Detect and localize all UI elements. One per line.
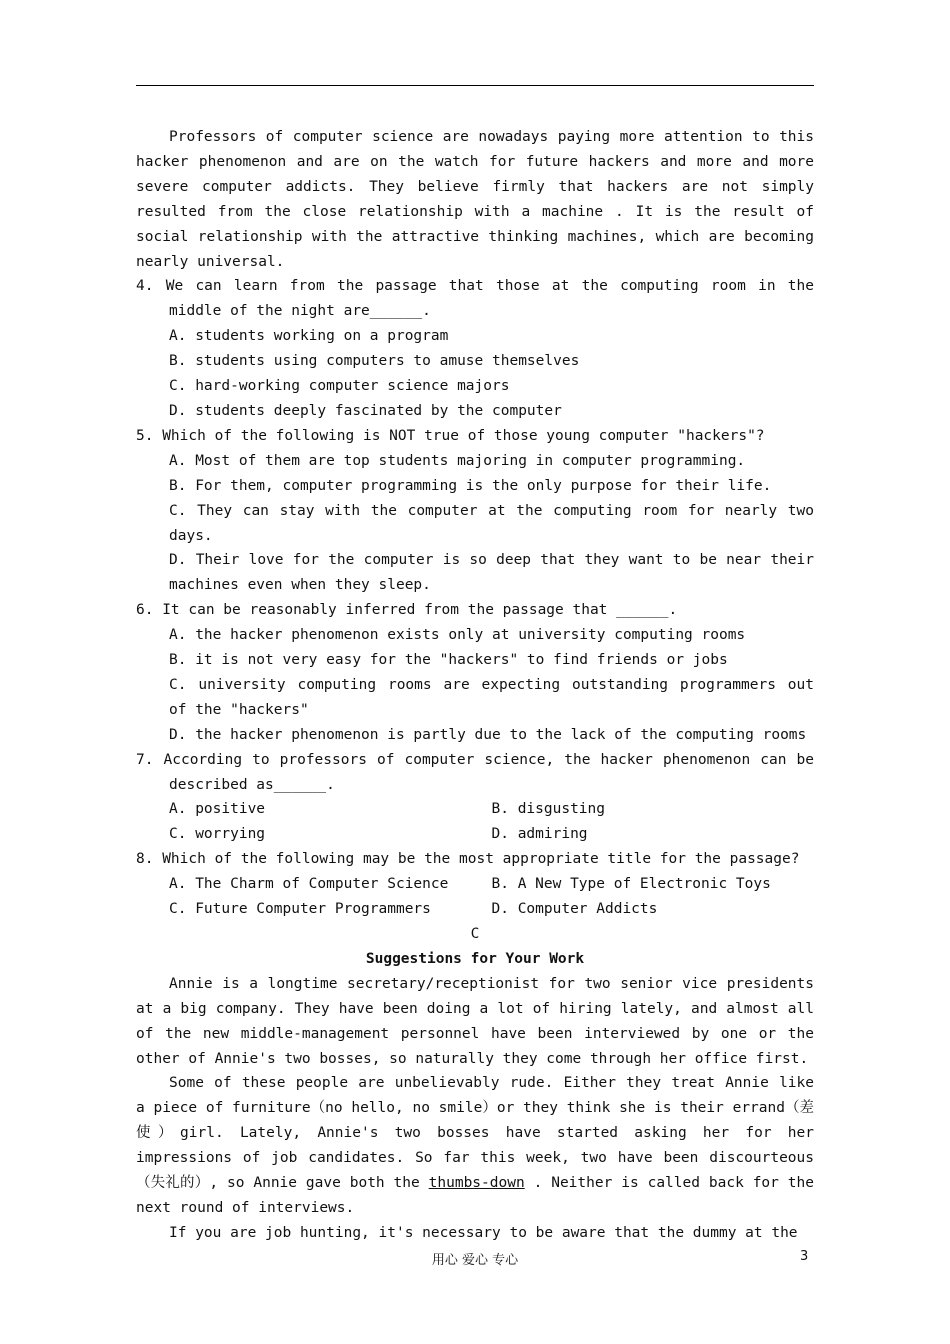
option-c: C. Future Computer Programmers bbox=[169, 901, 431, 918]
question-4 bbox=[136, 274, 814, 423]
question-6 bbox=[136, 598, 814, 747]
question-5 bbox=[136, 424, 814, 598]
option-a: A. Most of them are top students majoring in computer programming. bbox=[169, 452, 746, 469]
option-row bbox=[136, 872, 814, 897]
section-paragraph-1: Annie is a longtime secretary/receptionist for two senior vice presidents at a big company. They have been doing a lot of hiring lately, and almost all of the new middle-management personnel have been interviewed by one or the other of Annie's two bosses, so naturally they come through her office first. bbox=[136, 975, 814, 1067]
paragraph-text: Some of these people are unbelievably rude. Either they treat Annie like a piece of furniture（no hello, no smile）or they think she is their errand（差使）girl. Lately, Annie's two bosses have started asking her for her impressions of job candidates. So far this week, two have been discourteous（失礼的）, so Annie gave both the bbox=[136, 1075, 814, 1192]
option-b: B. it is not very easy for the "hackers" to find friends or jobs bbox=[169, 652, 728, 669]
section-paragraph-2 bbox=[136, 1071, 814, 1220]
option-c: C. hard-working computer science majors bbox=[169, 378, 510, 395]
option-a: A. The Charm of Computer Science bbox=[169, 876, 449, 893]
question-stem: 7. According to professors of computer science, the hacker phenomenon can be described as______. bbox=[136, 751, 814, 793]
option-d: D. admiring bbox=[491, 826, 588, 843]
option-b: B. A New Type of Electronic Toys bbox=[491, 876, 771, 893]
option-d: D. Computer Addicts bbox=[491, 901, 658, 918]
option-a: A. positive bbox=[169, 801, 266, 818]
underlined-term: thumbs-down bbox=[428, 1175, 525, 1192]
option-row bbox=[136, 822, 814, 847]
question-stem: 4. We can learn from the passage that those at the computing room in the middle of the night are______. bbox=[136, 278, 814, 320]
option-b: B. For them, computer programming is the only purpose for their life. bbox=[169, 477, 772, 494]
section-letter: C bbox=[470, 926, 480, 942]
question-8 bbox=[136, 847, 814, 922]
option-d: D. Their love for the computer is so deep that they want to be near their machines even when they sleep. bbox=[169, 552, 814, 594]
page-footer: 用心 爱心 专心 bbox=[431, 1253, 519, 1268]
question-stem: 8. Which of the following may be the most appropriate title for the passage? bbox=[136, 851, 800, 868]
question-7 bbox=[136, 748, 814, 848]
section-title: Suggestions for Your Work bbox=[365, 950, 585, 967]
question-stem: 5. Which of the following is NOT true of those young computer "hackers"? bbox=[136, 427, 765, 444]
option-a: A. students working on a program bbox=[169, 328, 449, 345]
option-d: D. the hacker phenomenon is partly due to the lack of the computing rooms bbox=[169, 726, 807, 743]
question-stem: 6. It can be reasonably inferred from the passage that ______. bbox=[136, 602, 678, 619]
page-content bbox=[136, 125, 814, 1246]
header-rule bbox=[136, 85, 814, 86]
passage-paragraph: Professors of computer science are nowadays paying more attention to this hacker phenomenon and are on the watch for future hackers and more and more severe computer addicts. They believe firmly that hackers are not simply resulted from the close relationship with a machine . It is the result of social relationship with the attractive thinking machines, which are becoming nearly universal. bbox=[136, 129, 814, 270]
option-d: D. students deeply fascinated by the computer bbox=[169, 402, 562, 419]
option-c: C. university computing rooms are expecting outstanding programmers out of the "hackers" bbox=[169, 676, 814, 718]
paragraph-text: . Neither is called back for the next round of interviews. bbox=[136, 1175, 814, 1216]
page-number: 3 bbox=[800, 1249, 809, 1264]
option-a: A. the hacker phenomenon exists only at university computing rooms bbox=[169, 627, 746, 644]
option-c: C. They can stay with the computer at the computing room for nearly two days. bbox=[169, 502, 814, 544]
option-c: C. worrying bbox=[169, 826, 266, 843]
option-b: B. students using computers to amuse themselves bbox=[169, 353, 580, 370]
option-row bbox=[136, 897, 814, 922]
option-b: B. disgusting bbox=[491, 801, 605, 818]
section-paragraph-3: If you are job hunting, it's necessary to be aware that the dummy at the bbox=[169, 1224, 798, 1241]
option-row bbox=[136, 797, 814, 822]
